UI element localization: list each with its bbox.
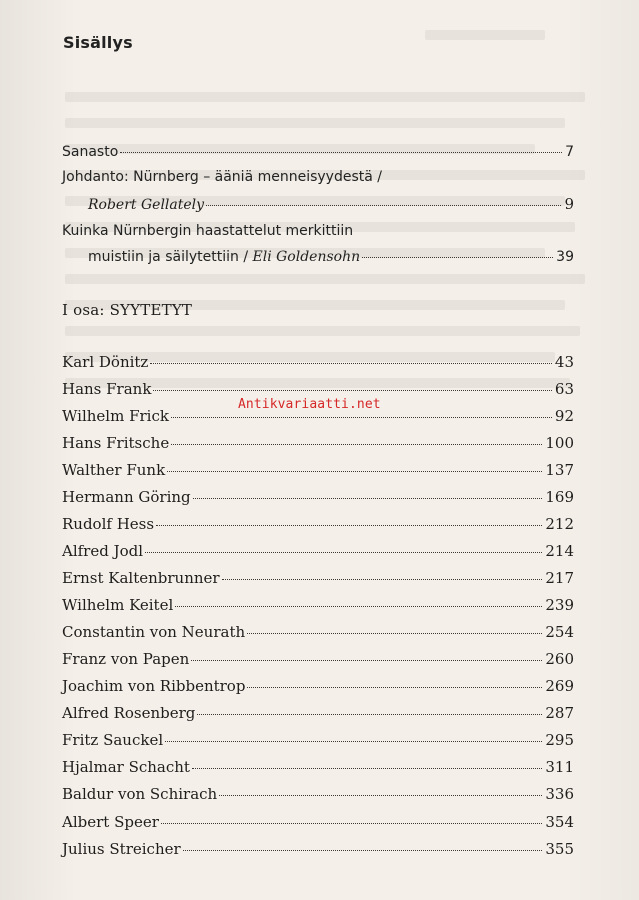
dot-leader (197, 714, 542, 715)
toc-title (88, 246, 360, 268)
toc-entry-accused (62, 648, 574, 670)
toc-page: 212 (545, 515, 574, 534)
toc-entry-accused (62, 432, 574, 454)
toc-title: Hans Fritsche (62, 434, 170, 453)
toc-entry-accused (62, 702, 574, 724)
toc-title: Albert Speer (62, 812, 159, 831)
dot-leader (165, 741, 542, 742)
dot-leader (206, 205, 561, 206)
toc-page: 169 (545, 488, 574, 507)
dot-leader (156, 525, 542, 526)
toc-entry-accused (62, 621, 574, 643)
toc-title: Alfred Rosenberg (62, 704, 196, 723)
toc-title: Joachim von Ribbentrop (62, 677, 246, 696)
dot-leader (171, 417, 552, 418)
dot-leader (161, 823, 542, 824)
toc-page: 43 (554, 353, 574, 371)
dot-leader (247, 687, 542, 688)
toc-page: 217 (545, 569, 574, 588)
toc-title: Fritz Sauckel (62, 731, 164, 750)
dot-leader (150, 363, 552, 364)
toc-entry-kuinka-line1: Kuinka Nürnbergin haastattelut merkittiin (62, 223, 354, 239)
toc-author: Eli Goldensohn (252, 249, 361, 265)
toc-page: 7 (565, 144, 574, 160)
toc-page: 214 (545, 542, 574, 561)
toc-entry-accused (62, 783, 574, 805)
section-heading: I osa: SYYTETYT (62, 301, 193, 319)
toc-page: 137 (545, 461, 574, 480)
toc-title: Constantin von Neurath (62, 623, 246, 642)
toc-entry-accused (62, 756, 574, 778)
toc-title: Hjalmar Schacht (62, 758, 190, 777)
dot-leader (153, 390, 551, 391)
toc-page: 9 (564, 195, 574, 213)
toc-page: 354 (545, 812, 574, 831)
toc-title: Hans Frank (62, 380, 152, 399)
dot-leader (171, 444, 542, 445)
dot-leader (192, 768, 542, 769)
toc-page: 254 (545, 623, 574, 642)
dot-leader (145, 552, 542, 553)
toc-page: 295 (545, 731, 574, 750)
toc-title: Wilhelm Keitel (62, 596, 174, 615)
toc-entry-accused (62, 486, 574, 508)
dot-leader (247, 633, 542, 634)
toc-entry-accused (62, 459, 574, 481)
toc-title: Walther Funk (62, 461, 166, 480)
toc-title-text: muistiin ja säilytettiin / (88, 249, 249, 265)
toc-entry-johdanto-line1: Johdanto: Nürnberg – ääniä menneisyydestä / (62, 169, 382, 185)
dot-leader (183, 850, 543, 851)
toc-page: 239 (545, 596, 574, 615)
toc-entry-johdanto-line2 (88, 193, 574, 215)
toc-title: Ernst Kaltenbrunner (62, 569, 220, 588)
toc-author: Robert Gellately (88, 197, 205, 213)
toc-page: 39 (556, 249, 574, 265)
toc-entry-accused (62, 351, 574, 373)
toc-title: Hermann Göring (62, 488, 191, 507)
toc-entry-accused (62, 675, 574, 697)
toc-entry-accused (62, 567, 574, 589)
dot-leader (167, 471, 542, 472)
watermark-text: Antikvariaatti.net (238, 397, 381, 412)
toc-title: Sanasto (62, 144, 119, 160)
dot-leader (175, 606, 542, 607)
toc-page: 63 (554, 380, 574, 399)
toc-entry-sanasto (62, 141, 574, 163)
dot-leader (222, 579, 543, 580)
dot-leader (219, 795, 542, 796)
toc-title: Rudolf Hess (62, 515, 155, 534)
toc-page: 269 (545, 677, 574, 696)
toc-page: 100 (545, 434, 574, 453)
toc-title: Julius Streicher (62, 839, 181, 858)
toc-title: Karl Dönitz (62, 353, 149, 371)
toc-page: 92 (554, 407, 574, 426)
toc-page: 287 (545, 704, 574, 723)
toc-entry-accused (62, 594, 574, 616)
page-title: Sisällys (63, 33, 133, 52)
toc-title: Alfred Jodl (62, 542, 144, 561)
toc-title: Franz von Papen (62, 650, 190, 669)
toc-page: 260 (545, 650, 574, 669)
toc-entry-accused (62, 811, 574, 833)
toc-entry-accused (62, 513, 574, 535)
toc-page: 355 (545, 839, 574, 858)
toc-page: 311 (545, 758, 574, 777)
dot-leader (193, 498, 543, 499)
dot-leader (120, 152, 562, 153)
dot-leader (362, 257, 553, 258)
toc-page: 336 (545, 785, 574, 804)
dot-leader (191, 660, 542, 661)
toc-entry-accused (62, 540, 574, 562)
toc-title: Wilhelm Frick (62, 407, 169, 426)
toc-entry-kuinka-line2 (88, 246, 574, 268)
toc-title: Baldur von Schirach (62, 785, 218, 804)
toc-entry-accused (62, 729, 574, 751)
toc-entry-accused (62, 838, 574, 860)
